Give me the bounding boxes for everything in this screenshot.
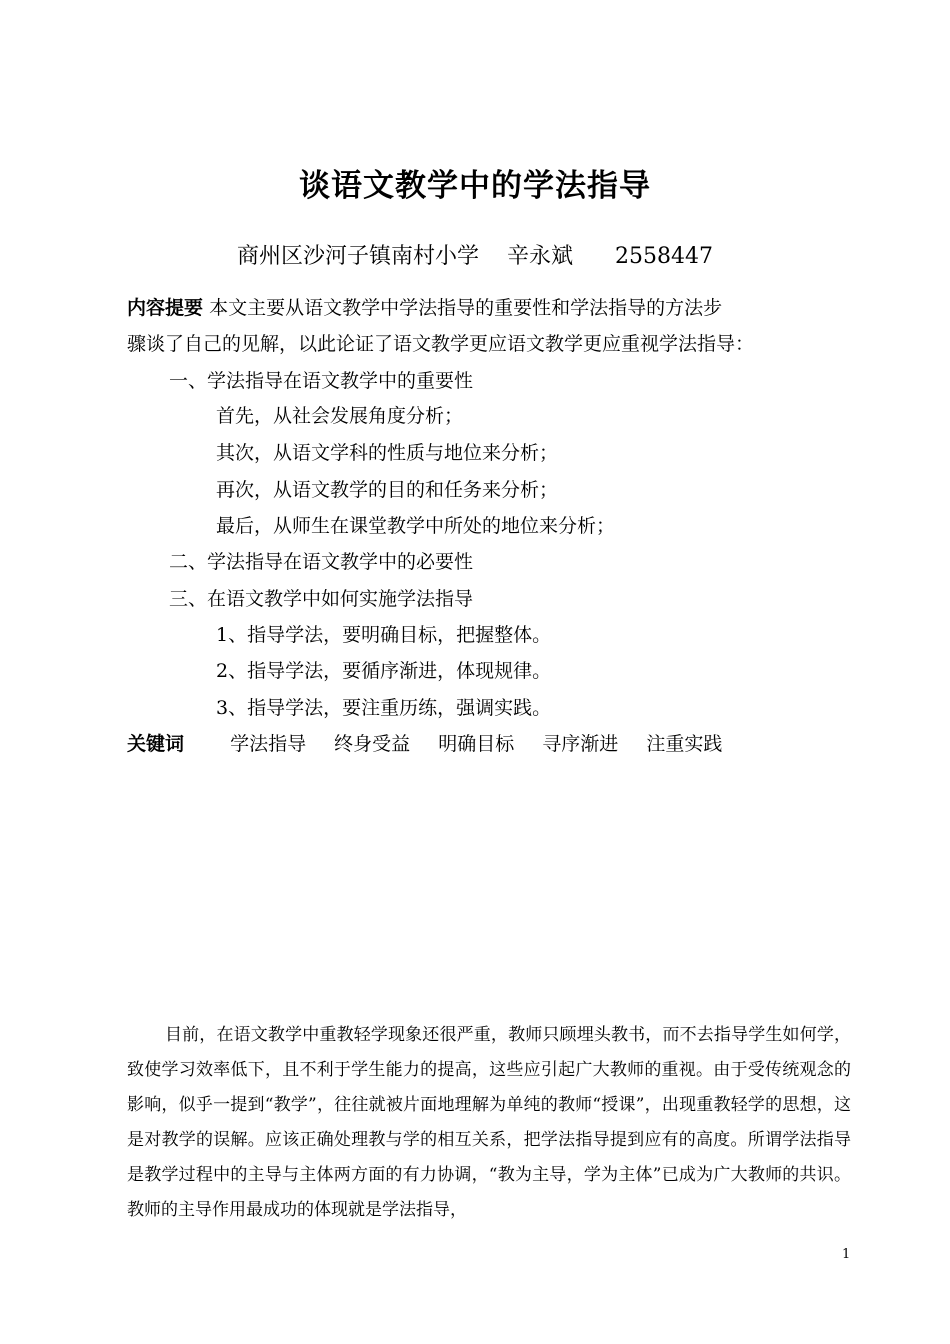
outline-item: 首先，从社会发展角度分析；: [216, 405, 464, 427]
outline-heading-1: 一、学法指导在语文教学中的重要性: [169, 370, 474, 392]
abstract-line-1: [127, 294, 722, 322]
outline-item: 1、指导学法，要明确目标，把握整体。: [216, 624, 552, 646]
keywords-line: [127, 730, 744, 758]
outline-item: 2、指导学法，要循序渐进，体现规律。: [216, 660, 552, 682]
author-name: 辛永斌: [507, 244, 574, 269]
abstract-line-2: 骤谈了自己的见解，以此论证了语文教学更应语文教学更应重视学法指导：: [127, 333, 755, 355]
keyword: 注重实践: [646, 733, 723, 755]
abstract-text-1: 本文主要从语文教学中学法指导的重要性和学法指导的方法步: [209, 297, 723, 319]
document-title: 谈语文教学中的学法指导: [299, 168, 651, 204]
outline-item: 其次，从语文学科的性质与地位来分析；: [216, 442, 559, 464]
keywords-label: 关键词: [127, 733, 185, 755]
outline-item: 再次，从语文教学的目的和任务来分析；: [216, 479, 559, 501]
keyword: 寻序渐进: [542, 733, 619, 755]
author-byline: [0, 242, 950, 272]
keyword: 明确目标: [438, 733, 515, 755]
school-name: 商州区沙河子镇南村小学: [237, 244, 480, 269]
outline-heading-3: 三、在语文教学中如何实施学法指导: [169, 588, 474, 610]
outline-item: 3、指导学法，要注重历练，强调实践。: [216, 697, 552, 719]
abstract-label: 内容提要: [127, 297, 204, 319]
outline-item: 最后，从师生在课堂教学中所处的地位来分析；: [216, 515, 616, 537]
keyword: 学法指导: [230, 733, 307, 755]
outline-heading-2: 二、学法指导在语文教学中的必要性: [169, 551, 474, 573]
body-paragraph: 目前，在语文教学中重教轻学现象还很严重，教师只顾埋头教书，而不去指导学生如何学，致使学习效率低下，且不利于学生能力的提高，这些应引起广大教师的重视。由于受传统观念的影响，似乎一提到“教学”，往往就被片面地理解为单纯的教师“授课”，出现重教轻学的思想，这是对教学的误解。应该正确处理教与学的相互关系，把学法指导提到应有的高度。所谓学法指导是教学过程中的主导与主体两方面的有力协调，“教为主导，学为主体”已成为广大教师的共识。教师的主导作用最成功的体现就是学法指导，: [127, 1025, 851, 1220]
page-number: 1: [842, 1247, 851, 1262]
keyword: 终身受益: [334, 733, 411, 755]
author-code: 2558447: [615, 244, 713, 269]
